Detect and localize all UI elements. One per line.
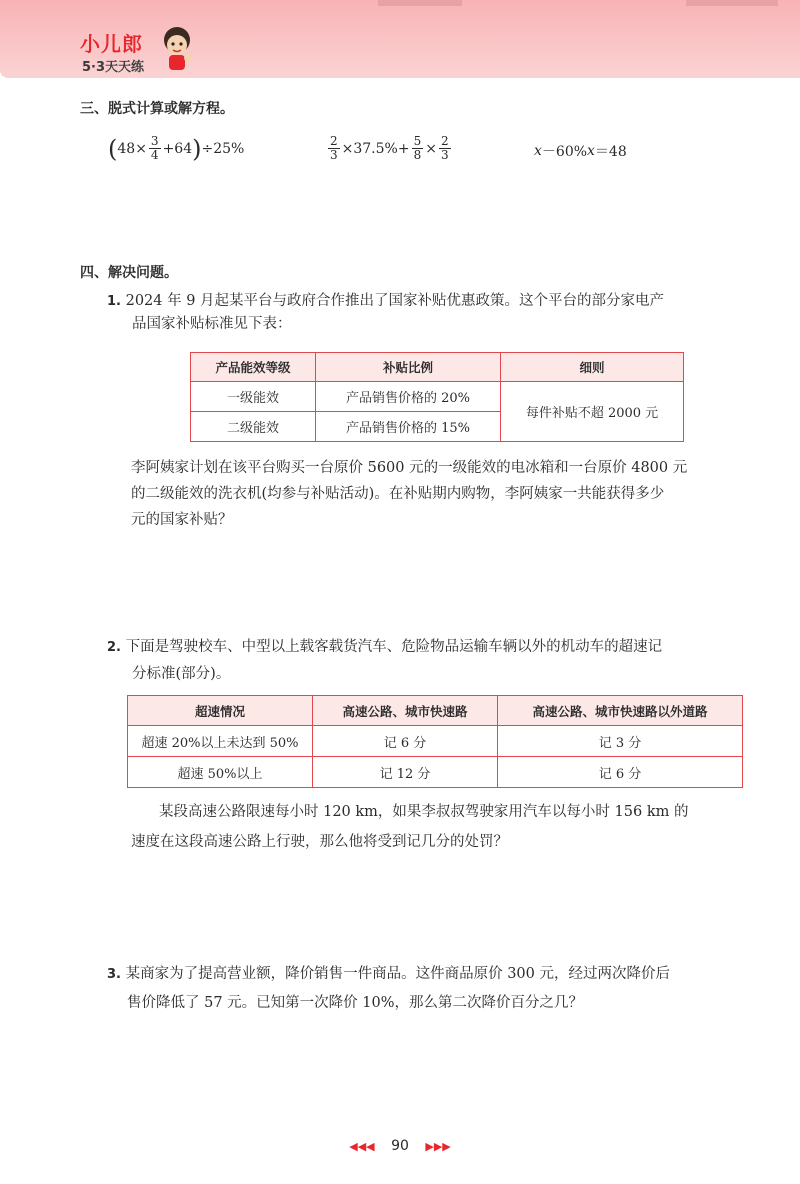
section-4-heading: 四、解决问题。 bbox=[80, 265, 178, 281]
table-cell: 二级能效 bbox=[191, 412, 316, 442]
mascot-icon bbox=[160, 24, 194, 74]
table-cell: 产品销售价格的 20% bbox=[316, 382, 501, 412]
expr-text: ＝48 bbox=[594, 144, 627, 160]
text-line: 某段高速公路限速每小时 120 km，如果李叔叔驾驶家用汽车以每小时 156 km 的 bbox=[159, 804, 689, 820]
expr-text: ÷25% bbox=[201, 140, 245, 157]
table-cell: 记 6 分 bbox=[498, 757, 743, 788]
question-number: 3. bbox=[107, 967, 121, 982]
expr-text: × bbox=[425, 140, 437, 157]
question-number: 1. bbox=[107, 294, 121, 309]
page-footer bbox=[0, 1138, 800, 1154]
logo-title: 小儿郎 bbox=[80, 32, 143, 56]
table-cell: 超速 20%以上未达到 50% bbox=[128, 726, 313, 757]
fraction: $\frac{3}{4}$ bbox=[150, 134, 159, 162]
fraction: $\frac{2}{3}$ bbox=[330, 134, 338, 162]
question-2-text bbox=[131, 797, 771, 857]
text-line: 分标准(部分)。 bbox=[132, 666, 231, 682]
question-1-intro bbox=[107, 290, 747, 336]
question-2-intro bbox=[107, 634, 767, 687]
table-header: 细则 bbox=[501, 353, 684, 382]
expression-2 bbox=[326, 135, 453, 162]
table-cell: 产品销售价格的 15% bbox=[316, 412, 501, 442]
table-cell: 记 12 分 bbox=[313, 757, 498, 788]
subsidy-table bbox=[190, 352, 684, 442]
text-line: 的二级能效的洗衣机(均参与补贴活动)。在补贴期内购物，李阿姨家一共能获得多少 bbox=[131, 486, 665, 502]
question-1-text bbox=[131, 455, 771, 533]
table-cell: 超速 50%以上 bbox=[128, 757, 313, 788]
text-line: 售价降低了 57 元。已知第一次降价 10%，那么第二次降价百分之几？ bbox=[127, 995, 584, 1011]
expr-text: +64 bbox=[162, 140, 193, 157]
table-header: 高速公路、城市快速路以外道路 bbox=[498, 696, 743, 726]
right-arrows-icon: ▶▶▶ bbox=[425, 1140, 451, 1153]
text-line: 元的国家补贴？ bbox=[131, 512, 233, 528]
text-line: 某商家为了提高营业额，降价销售一件商品。这件商品原价 300 元，经过两次降价后 bbox=[125, 966, 670, 982]
table-cell: 一级能效 bbox=[191, 382, 316, 412]
text-line: 品国家补贴标准见下表： bbox=[132, 316, 292, 332]
table-header: 产品能效等级 bbox=[191, 353, 316, 382]
question-3 bbox=[107, 960, 767, 1017]
logo bbox=[74, 24, 204, 80]
text-line: 李阿姨家计划在该平台购买一台原价 5600 元的一级能效的电冰箱和一台原价 4800 元 bbox=[131, 460, 688, 476]
header-tab bbox=[686, 0, 778, 6]
fraction: $\frac{2}{3}$ bbox=[440, 134, 449, 162]
fraction: $\frac{5}{8}$ bbox=[413, 134, 422, 162]
section-3-heading: 三、脱式计算或解方程。 bbox=[80, 101, 234, 117]
left-arrows-icon: ◀◀◀ bbox=[349, 1140, 375, 1153]
variable: x bbox=[587, 143, 595, 159]
table-header: 补贴比例 bbox=[316, 353, 501, 382]
speeding-table bbox=[127, 695, 743, 788]
expr-text: ×37.5%+ bbox=[341, 140, 410, 157]
page-number: 90 bbox=[391, 1138, 409, 1154]
text-line: 2024 年 9 月起某平台与政府合作推出了国家补贴优惠政策。这个平台的部分家电产 bbox=[125, 293, 665, 309]
logo-subtitle: 5·3天天练 bbox=[82, 60, 145, 75]
table-cell: 记 3 分 bbox=[498, 726, 743, 757]
table-cell: 每件补贴不超 2000 元 bbox=[501, 382, 684, 442]
header-tab bbox=[378, 0, 462, 6]
table-cell: 记 6 分 bbox=[313, 726, 498, 757]
text-line: 下面是驾驶校车、中型以上载客载货汽车、危险物品运输车辆以外的机动车的超速记 bbox=[125, 639, 663, 655]
expression-3 bbox=[534, 141, 627, 161]
question-number: 2. bbox=[107, 640, 121, 655]
table-header: 超速情况 bbox=[128, 696, 313, 726]
text-line: 速度在这段高速公路上行驶，那么他将受到记几分的处罚？ bbox=[131, 834, 508, 850]
expr-text: 48× bbox=[117, 140, 147, 157]
variable: x bbox=[534, 143, 542, 159]
expr-text: －60% bbox=[541, 144, 588, 160]
expression-1: ( 48× $\frac{3}{4}$ +64 ) ÷25% bbox=[108, 134, 245, 163]
table-header: 高速公路、城市快速路 bbox=[313, 696, 498, 726]
